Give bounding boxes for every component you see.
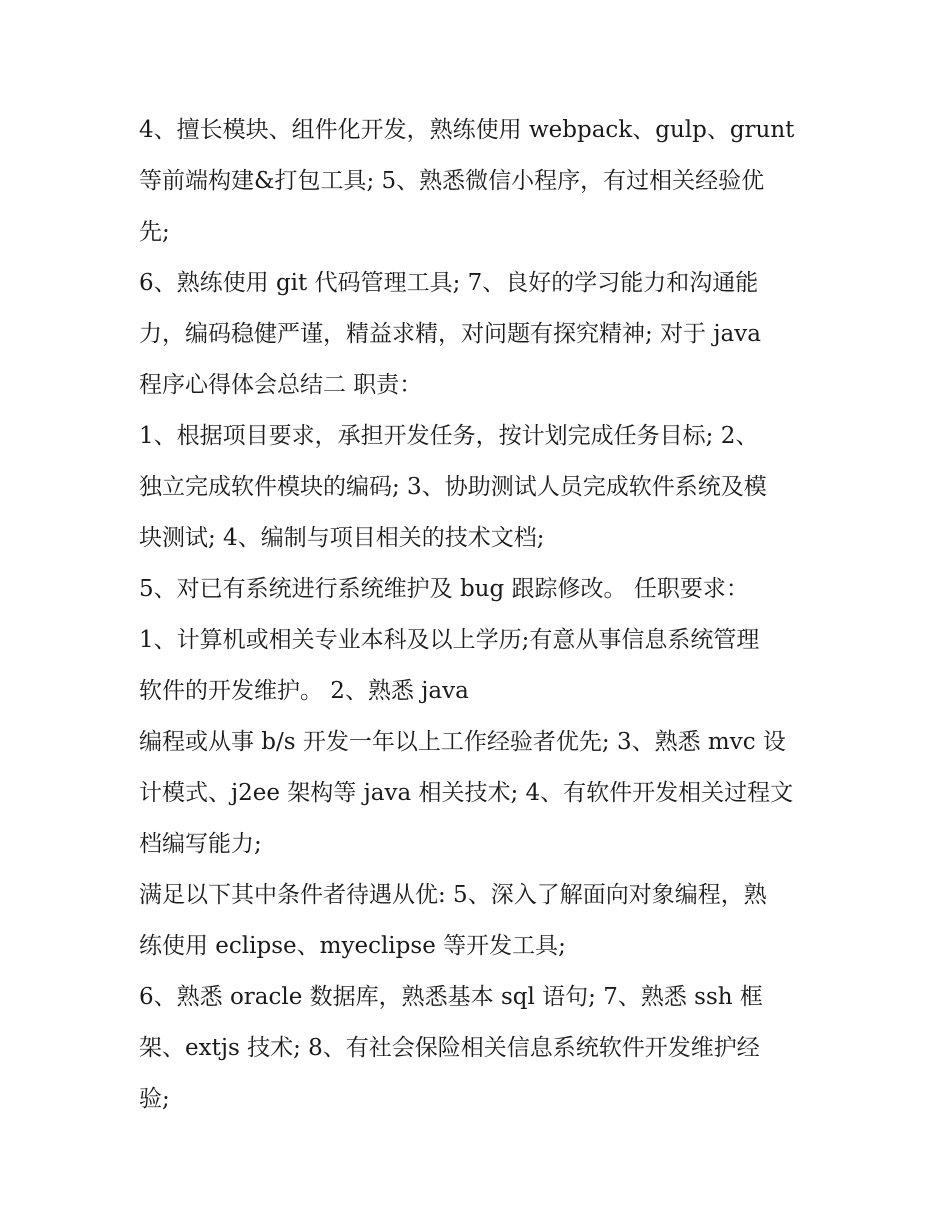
text-line: 1、计算机或相关专业本科及以上学历;有意从事信息系统管理 — [139, 627, 760, 653]
text-line: 程序心得体会总结二 职责： — [139, 372, 423, 398]
text-line: 块测试; 4、编制与项目相关的技术文档; — [139, 525, 545, 551]
text-line: 6、熟悉 oracle 数据库，熟悉基本 sql 语句; 7、熟悉 ssh 框 — [139, 984, 763, 1010]
text-line: 力，编码稳健严谨，精益求精，对问题有探究精神; 对于 java — [139, 321, 761, 347]
text-line: 5、对已有系统进行系统维护及 bug 跟踪修改。 任职要求： — [139, 576, 749, 602]
document-body — [139, 105, 819, 1125]
text-line: 等前端构建&打包工具; 5、熟悉微信小程序，有过相关经验优 — [139, 168, 765, 194]
text-line: 计模式、j2ee 架构等 java 相关技术; 4、有软件开发相关过程文 — [139, 780, 794, 806]
text-line: 先; — [139, 219, 170, 245]
text-line: 软件的开发维护。 2、熟悉 java — [139, 678, 469, 704]
text-line: 架、extjs 技术; 8、有社会保险相关信息系统软件开发维护经 — [139, 1035, 760, 1061]
text-line: 1、根据项目要求，承担开发任务，按计划完成任务目标; 2、 — [139, 423, 759, 449]
text-line: 练使用 eclipse、myeclipse 等开发工具; — [139, 933, 566, 959]
text-line: 6、熟练使用 git 代码管理工具; 7、良好的学习能力和沟通能 — [139, 270, 759, 296]
text-line: 档编写能力; — [139, 831, 262, 857]
text-line: 编程或从事 b/s 开发一年以上工作经验者优先; 3、熟悉 mvc 设 — [139, 729, 786, 755]
text-line: 4、擅长模块、组件化开发，熟练使用 webpack、gulp、grunt — [139, 117, 795, 143]
text-line: 独立完成软件模块的编码; 3、协助测试人员完成软件系统及模 — [139, 474, 767, 500]
text-line: 满足以下其中条件者待遇从优: 5、深入了解面向对象编程，熟 — [139, 882, 767, 908]
text-line: 验; — [139, 1086, 170, 1112]
